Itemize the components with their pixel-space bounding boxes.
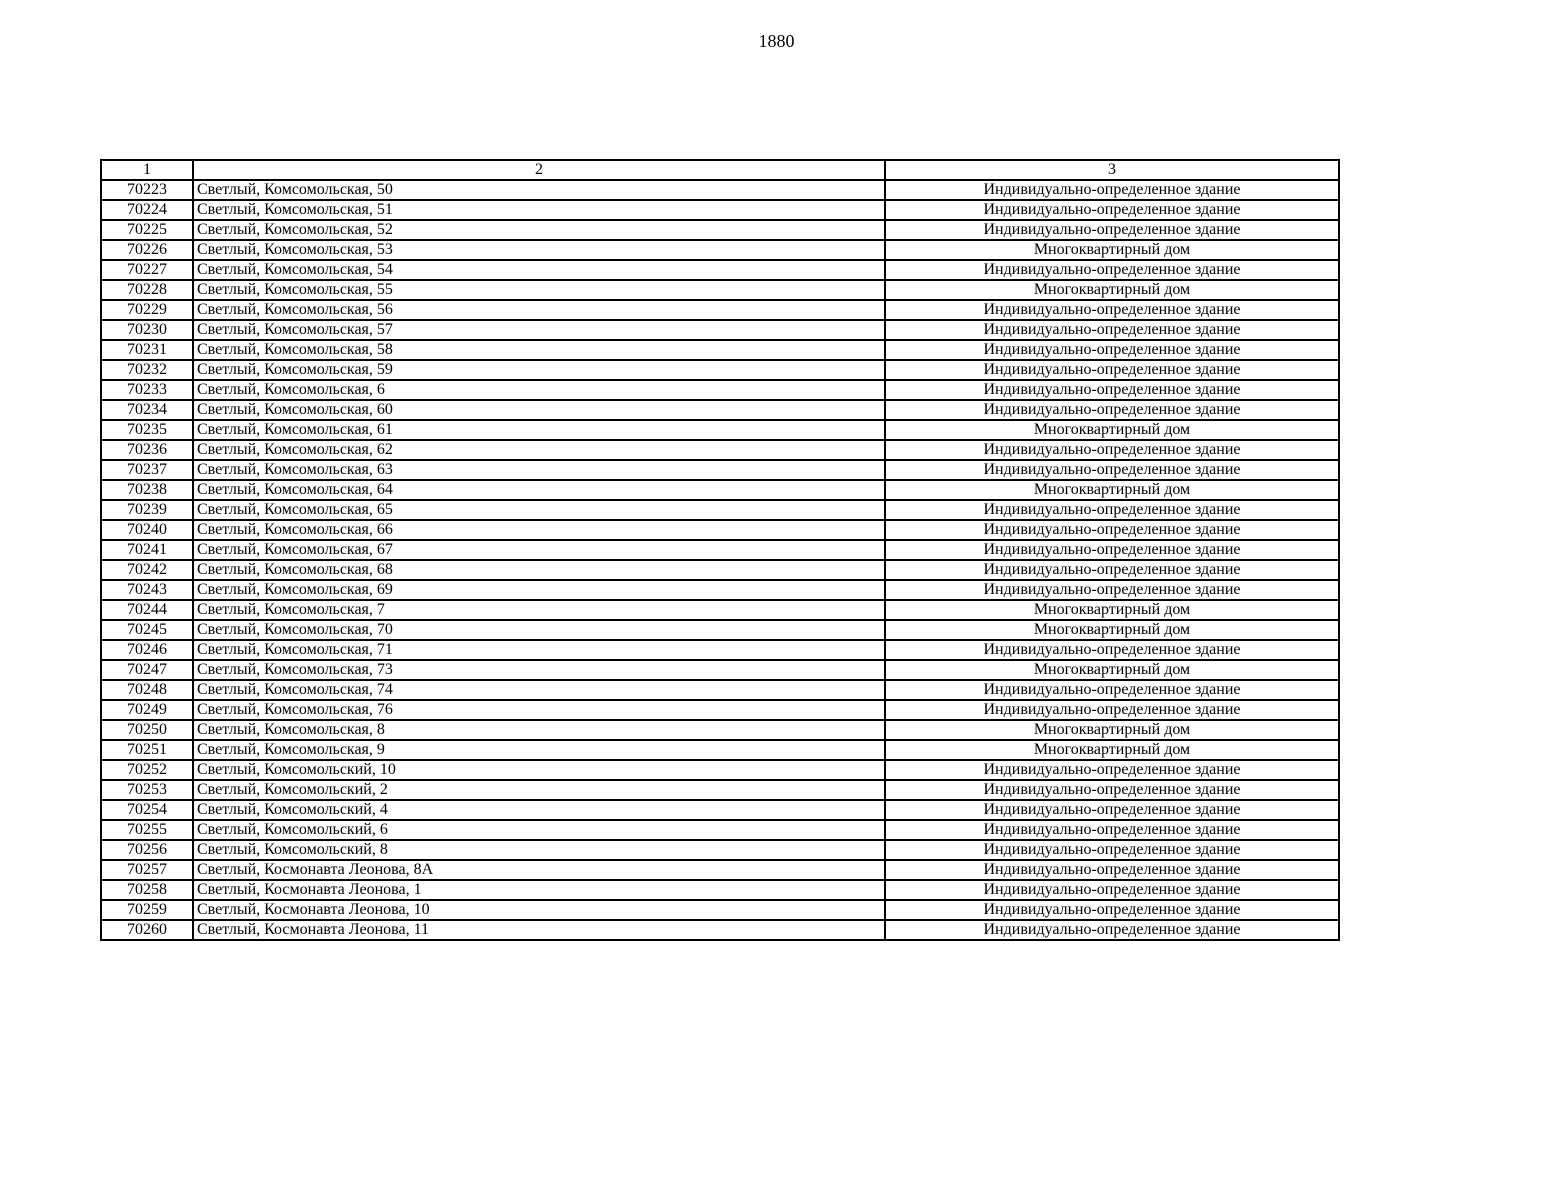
record-number-cell: 70257	[101, 860, 193, 880]
record-number-cell: 70225	[101, 220, 193, 240]
address-cell: Светлый, Комсомольская, 9	[193, 740, 885, 760]
column-header-3: 3	[885, 160, 1339, 180]
table-row	[101, 520, 1339, 540]
record-number-cell: 70255	[101, 820, 193, 840]
address-cell: Светлый, Комсомольская, 67	[193, 540, 885, 560]
table-row	[101, 780, 1339, 800]
record-number-cell: 70237	[101, 460, 193, 480]
table-row	[101, 840, 1339, 860]
table-row	[101, 820, 1339, 840]
table-row	[101, 560, 1339, 580]
table-row	[101, 540, 1339, 560]
object-type-cell: Индивидуально-определенное здание	[885, 760, 1339, 780]
object-type-cell: Многоквартирный дом	[885, 240, 1339, 260]
object-type-cell: Индивидуально-определенное здание	[885, 920, 1339, 940]
table-row	[101, 180, 1339, 200]
table-row	[101, 460, 1339, 480]
table-row	[101, 200, 1339, 220]
address-cell: Светлый, Комсомольская, 58	[193, 340, 885, 360]
object-type-cell: Индивидуально-определенное здание	[885, 200, 1339, 220]
record-number-cell: 70239	[101, 500, 193, 520]
table-row	[101, 400, 1339, 420]
address-cell: Светлый, Космонавта Леонова, 10	[193, 900, 885, 920]
record-number-cell: 70245	[101, 620, 193, 640]
address-cell: Светлый, Комсомольская, 62	[193, 440, 885, 460]
address-cell: Светлый, Комсомольский, 8	[193, 840, 885, 860]
address-cell: Светлый, Комсомольский, 4	[193, 800, 885, 820]
record-number-cell: 70223	[101, 180, 193, 200]
table-row	[101, 600, 1339, 620]
object-type-cell: Индивидуально-определенное здание	[885, 440, 1339, 460]
record-number-cell: 70256	[101, 840, 193, 860]
registry-table	[100, 159, 1340, 941]
object-type-cell: Индивидуально-определенное здание	[885, 260, 1339, 280]
table-row	[101, 340, 1339, 360]
object-type-cell: Многоквартирный дом	[885, 740, 1339, 760]
record-number-cell: 70231	[101, 340, 193, 360]
table-row	[101, 920, 1339, 940]
object-type-cell: Индивидуально-определенное здание	[885, 840, 1339, 860]
record-number-cell: 70254	[101, 800, 193, 820]
record-number-cell: 70232	[101, 360, 193, 380]
address-cell: Светлый, Комсомольский, 6	[193, 820, 885, 840]
table-row	[101, 220, 1339, 240]
address-cell: Светлый, Комсомольская, 6	[193, 380, 885, 400]
table-row	[101, 580, 1339, 600]
record-number-cell: 70244	[101, 600, 193, 620]
object-type-cell: Индивидуально-определенное здание	[885, 900, 1339, 920]
address-cell: Светлый, Комсомольская, 56	[193, 300, 885, 320]
object-type-cell: Многоквартирный дом	[885, 660, 1339, 680]
object-type-cell: Многоквартирный дом	[885, 420, 1339, 440]
address-cell: Светлый, Комсомольская, 50	[193, 180, 885, 200]
address-cell: Светлый, Комсомольская, 71	[193, 640, 885, 660]
record-number-cell: 70228	[101, 280, 193, 300]
object-type-cell: Индивидуально-определенное здание	[885, 680, 1339, 700]
address-cell: Светлый, Комсомольская, 60	[193, 400, 885, 420]
object-type-cell: Индивидуально-определенное здание	[885, 220, 1339, 240]
address-cell: Светлый, Комсомольская, 66	[193, 520, 885, 540]
address-cell: Светлый, Комсомольская, 64	[193, 480, 885, 500]
record-number-cell: 70227	[101, 260, 193, 280]
object-type-cell: Индивидуально-определенное здание	[885, 860, 1339, 880]
address-cell: Светлый, Космонавта Леонова, 11	[193, 920, 885, 940]
address-cell: Светлый, Комсомольская, 68	[193, 560, 885, 580]
address-cell: Светлый, Комсомольская, 54	[193, 260, 885, 280]
table-row	[101, 900, 1339, 920]
record-number-cell: 70246	[101, 640, 193, 660]
record-number-cell: 70248	[101, 680, 193, 700]
record-number-cell: 70236	[101, 440, 193, 460]
object-type-cell: Индивидуально-определенное здание	[885, 780, 1339, 800]
object-type-cell: Индивидуально-определенное здание	[885, 560, 1339, 580]
table-row	[101, 440, 1339, 460]
record-number-cell: 70258	[101, 880, 193, 900]
object-type-cell: Индивидуально-определенное здание	[885, 360, 1339, 380]
table-row	[101, 420, 1339, 440]
record-number-cell: 70242	[101, 560, 193, 580]
table-row	[101, 380, 1339, 400]
record-number-cell: 70243	[101, 580, 193, 600]
address-cell: Светлый, Комсомольская, 76	[193, 700, 885, 720]
table-row	[101, 720, 1339, 740]
record-number-cell: 70241	[101, 540, 193, 560]
address-cell: Светлый, Комсомольская, 59	[193, 360, 885, 380]
object-type-cell: Индивидуально-определенное здание	[885, 460, 1339, 480]
object-type-cell: Многоквартирный дом	[885, 600, 1339, 620]
object-type-cell: Индивидуально-определенное здание	[885, 500, 1339, 520]
record-number-cell: 70250	[101, 720, 193, 740]
table-row	[101, 760, 1339, 780]
column-header-1: 1	[101, 160, 193, 180]
table-row	[101, 660, 1339, 680]
object-type-cell: Индивидуально-определенное здание	[885, 520, 1339, 540]
table-row	[101, 680, 1339, 700]
address-cell: Светлый, Космонавта Леонова, 1	[193, 880, 885, 900]
record-number-cell: 70233	[101, 380, 193, 400]
record-number-cell: 70253	[101, 780, 193, 800]
record-number-cell: 70229	[101, 300, 193, 320]
record-number-cell: 70247	[101, 660, 193, 680]
object-type-cell: Индивидуально-определенное здание	[885, 820, 1339, 840]
object-type-cell: Многоквартирный дом	[885, 280, 1339, 300]
column-header-2: 2	[193, 160, 885, 180]
address-cell: Светлый, Комсомольская, 73	[193, 660, 885, 680]
address-cell: Светлый, Комсомольская, 52	[193, 220, 885, 240]
record-number-cell: 70234	[101, 400, 193, 420]
record-number-cell: 70226	[101, 240, 193, 260]
address-cell: Светлый, Комсомольская, 61	[193, 420, 885, 440]
record-number-cell: 70230	[101, 320, 193, 340]
object-type-cell: Многоквартирный дом	[885, 480, 1339, 500]
record-number-cell: 70252	[101, 760, 193, 780]
address-cell: Светлый, Комсомольская, 55	[193, 280, 885, 300]
address-cell: Светлый, Комсомольский, 10	[193, 760, 885, 780]
address-cell: Светлый, Комсомольская, 7	[193, 600, 885, 620]
address-cell: Светлый, Космонавта Леонова, 8А	[193, 860, 885, 880]
table-row	[101, 700, 1339, 720]
object-type-cell: Индивидуально-определенное здание	[885, 380, 1339, 400]
object-type-cell: Индивидуально-определенное здание	[885, 340, 1339, 360]
table-row	[101, 240, 1339, 260]
object-type-cell: Индивидуально-определенное здание	[885, 400, 1339, 420]
record-number-cell: 70259	[101, 900, 193, 920]
object-type-cell: Многоквартирный дом	[885, 720, 1339, 740]
table-row	[101, 320, 1339, 340]
record-number-cell: 70249	[101, 700, 193, 720]
table-row	[101, 880, 1339, 900]
table-row	[101, 280, 1339, 300]
page-number: 1880	[758, 31, 795, 51]
object-type-cell: Индивидуально-определенное здание	[885, 540, 1339, 560]
record-number-cell: 70240	[101, 520, 193, 540]
table-row	[101, 800, 1339, 820]
address-cell: Светлый, Комсомольская, 70	[193, 620, 885, 640]
object-type-cell: Индивидуально-определенное здание	[885, 880, 1339, 900]
object-type-cell: Индивидуально-определенное здание	[885, 580, 1339, 600]
table-row	[101, 640, 1339, 660]
address-cell: Светлый, Комсомольская, 65	[193, 500, 885, 520]
table-row	[101, 260, 1339, 280]
object-type-cell: Индивидуально-определенное здание	[885, 300, 1339, 320]
record-number-cell: 70251	[101, 740, 193, 760]
record-number-cell: 70238	[101, 480, 193, 500]
object-type-cell: Индивидуально-определенное здание	[885, 180, 1339, 200]
address-cell: Светлый, Комсомольская, 63	[193, 460, 885, 480]
object-type-cell: Индивидуально-определенное здание	[885, 320, 1339, 340]
object-type-cell: Индивидуально-определенное здание	[885, 800, 1339, 820]
address-cell: Светлый, Комсомольская, 69	[193, 580, 885, 600]
table-row	[101, 860, 1339, 880]
record-number-cell: 70224	[101, 200, 193, 220]
table-body	[101, 180, 1339, 940]
address-cell: Светлый, Комсомольский, 2	[193, 780, 885, 800]
table-row	[101, 480, 1339, 500]
address-cell: Светлый, Комсомольская, 74	[193, 680, 885, 700]
table-row	[101, 360, 1339, 380]
address-cell: Светлый, Комсомольская, 57	[193, 320, 885, 340]
table-row	[101, 620, 1339, 640]
object-type-cell: Индивидуально-определенное здание	[885, 700, 1339, 720]
object-type-cell: Индивидуально-определенное здание	[885, 640, 1339, 660]
address-cell: Светлый, Комсомольская, 53	[193, 240, 885, 260]
record-number-cell: 70235	[101, 420, 193, 440]
table-header-row	[101, 160, 1339, 180]
table-row	[101, 500, 1339, 520]
table-row	[101, 300, 1339, 320]
address-cell: Светлый, Комсомольская, 8	[193, 720, 885, 740]
table-row	[101, 740, 1339, 760]
address-cell: Светлый, Комсомольская, 51	[193, 200, 885, 220]
record-number-cell: 70260	[101, 920, 193, 940]
object-type-cell: Многоквартирный дом	[885, 620, 1339, 640]
